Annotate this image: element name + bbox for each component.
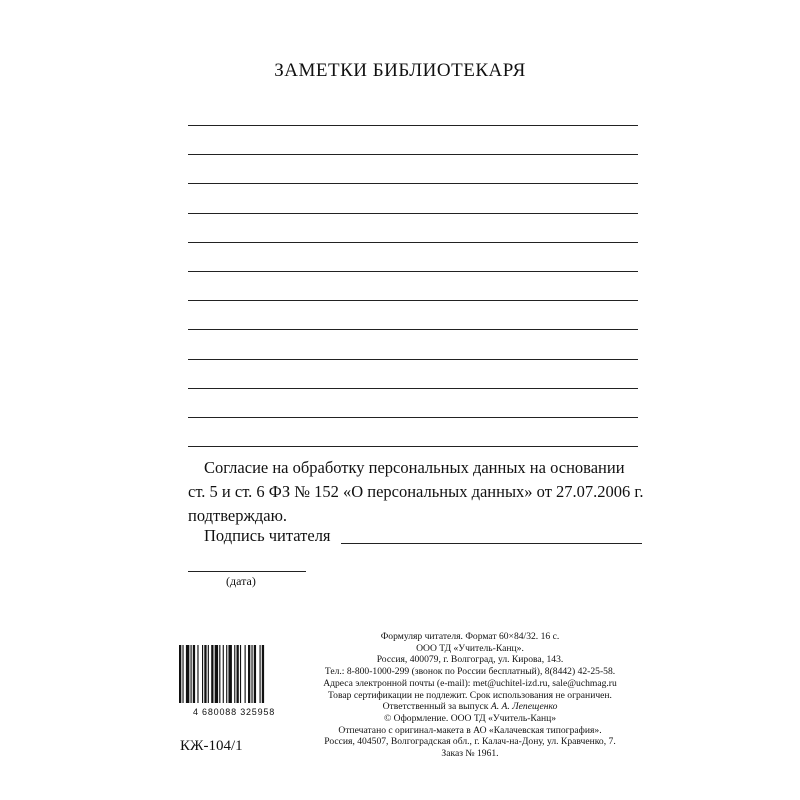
note-line bbox=[188, 271, 638, 272]
imprint-responsible-name: А. А. Лепещенко bbox=[490, 701, 558, 713]
note-line bbox=[188, 154, 638, 155]
imprint-line: Товар сертификации не подлежит. Срок использования не ограничен. bbox=[328, 689, 612, 701]
imprint-line: Россия, 404507, Волгоградская обл., г. Калач-на-Дону, ул. Кравченко, 7. bbox=[324, 736, 616, 748]
note-line bbox=[188, 388, 638, 389]
barcode-number: 4 680088 325958 bbox=[192, 707, 276, 717]
imprint-line: ООО ТД «Учитель-Канц». bbox=[416, 642, 524, 654]
date-caption: (дата) bbox=[226, 574, 256, 588]
consent-line-3: подтверждаю. bbox=[188, 506, 288, 525]
imprint-line: Заказ № 1961. bbox=[441, 748, 499, 760]
note-line bbox=[188, 183, 638, 184]
imprint-responsible-prefix: Ответственный за выпуск bbox=[382, 701, 491, 713]
consent-text bbox=[188, 456, 650, 528]
signature-line bbox=[341, 543, 642, 544]
note-line bbox=[188, 300, 638, 301]
barcode-icon bbox=[178, 645, 290, 703]
imprint-line: Тел.: 8-800-1000-299 (звонок по России бесплатный), 8(8442) 42-25-58. bbox=[324, 666, 616, 678]
note-line bbox=[188, 125, 638, 126]
note-line bbox=[188, 242, 638, 243]
product-code: КЖ-104/1 bbox=[180, 738, 243, 754]
note-line bbox=[188, 417, 638, 418]
imprint-line: Формуляр читателя. Формат 60×84/32. 16 с. bbox=[380, 631, 560, 642]
imprint-line: © Оформление. ООО ТД «Учитель-Канц» bbox=[383, 712, 557, 724]
imprint-line: Отпечатано с оригинал-макета в АО «Калачевская типография». bbox=[338, 724, 602, 736]
note-line bbox=[188, 213, 638, 214]
note-line bbox=[188, 446, 638, 447]
signature-label: Подпись читателя bbox=[204, 526, 331, 545]
imprint-line: Адреса электронной почты (e-mail): met@uchitel-izd.ru, sale@uchmag.ru bbox=[323, 677, 617, 689]
imprint-block bbox=[300, 631, 640, 760]
note-line bbox=[188, 359, 638, 360]
imprint-line bbox=[300, 701, 640, 713]
consent-line-2: ст. 5 и ст. 6 ФЗ № 152 «О персональных данных» от 27.07.2006 г. bbox=[188, 482, 644, 501]
note-line bbox=[188, 329, 638, 330]
consent-line-1: Согласие на обработку персональных данных на основании bbox=[204, 458, 625, 477]
imprint-line: Россия, 400079, г. Волгоград, ул. Кирова, 143. bbox=[376, 654, 564, 666]
page-title: ЗАМЕТКИ БИБЛИОТЕКАРЯ bbox=[274, 60, 526, 81]
date-line bbox=[188, 571, 306, 572]
